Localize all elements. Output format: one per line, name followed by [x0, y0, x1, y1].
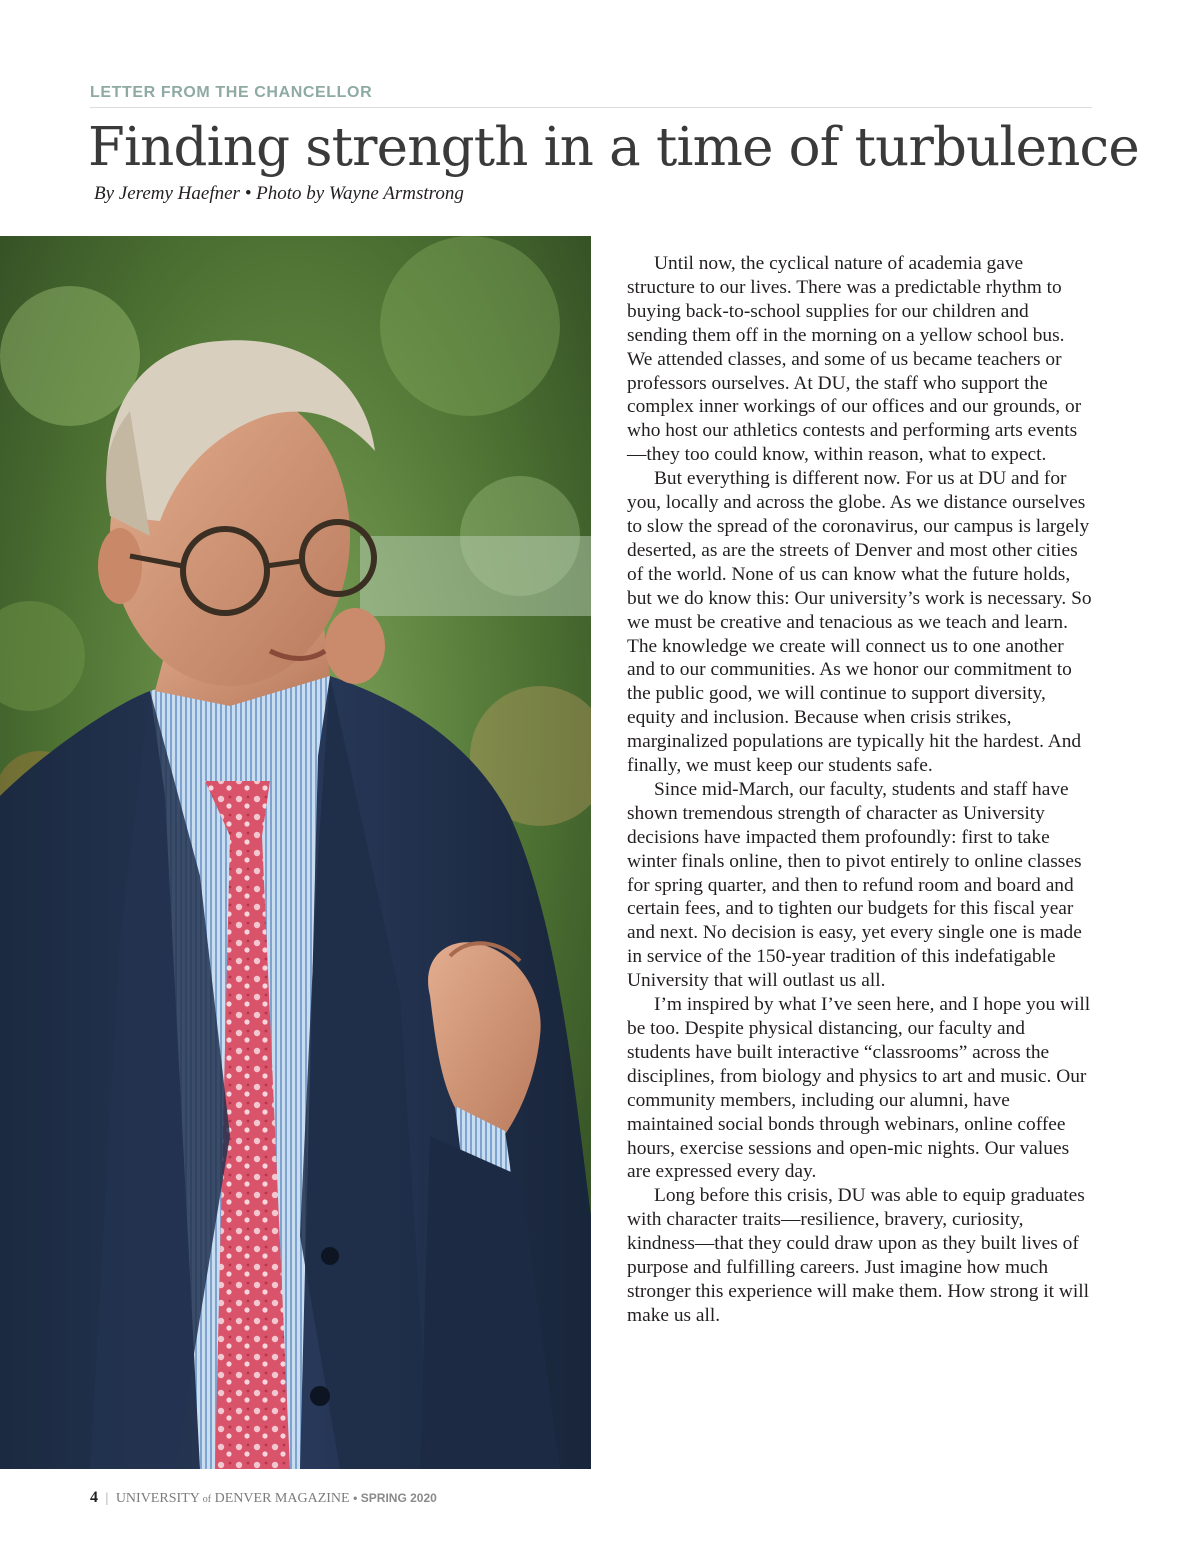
- publication-name: UNIVERSITY: [115, 1491, 200, 1506]
- article-paragraph: But everything is different now. For us at DU and for you, locally and across the globe. As we distance ourselves to slow the spread of the coronavirus, our campus is largely deserted, as are the streets of Denver and most other cities of the world. None of us can know what the future holds, but we do know this: Our university’s work is necessary. So we must be creative and tenacious as we teach and learn. The knowledge we create will connect us to one another and to our communities. As we honor our commitment to the public good, we will continue to support diversity, equity and inclusion. Because when crisis strikes, marginalized populations are typically hit the hardest. And finally, we must keep our students safe.: [627, 468, 1092, 777]
- article-body: [627, 252, 1092, 1328]
- header-rule: [90, 107, 1092, 108]
- footer-separator: |: [105, 1491, 109, 1506]
- page-number: 4: [90, 1489, 98, 1506]
- chancellor-photo: [0, 236, 591, 1469]
- byline: By Jeremy Haefner • Photo by Wayne Armstrong: [94, 183, 464, 204]
- article-paragraph: Long before this crisis, DU was able to equip graduates with character traits—resilience, bravery, curiosity, kindness—that they could draw upon as they built lives of purpose and fulfilling careers. Just imagine how much stronger this experience will make them. How strong it will make us all.: [627, 1185, 1090, 1326]
- article-paragraph: Until now, the cyclical nature of academia gave structure to our lives. There was a predictable rhythm to buying back-to-school supplies for our children and sending them off in the morning on a yellow school bus. We attended classes, and some of us became teachers or professors ourselves. At DU, the staff who support the complex inner workings of our offices and our grounds, or who host our athletics contests and performing arts events—they too could know, within reason, what to expect.: [627, 253, 1082, 466]
- article-paragraph: Since mid-March, our faculty, students and staff have shown tremendous strength of character as University decisions have impacted them profoundly: first to take winter finals online, then to pivot entirely to online classes for spring quarter, and then to refund room and board and certain fees, and to tighten our budgets for this fiscal year and next. No decision is easy, yet every single one is made in service of the 150-year tradition of this indefatigable University that will outlast us all.: [627, 778, 1082, 992]
- publication-name-rest: DENVER MAGAZINE: [214, 1491, 350, 1506]
- issue-season: SPRING 2020: [360, 1491, 437, 1505]
- section-label: LETTER FROM THE CHANCELLOR: [90, 84, 373, 101]
- footer-dot: •: [353, 1491, 358, 1505]
- article-headline: Finding strength in a time of turbulence: [88, 117, 1139, 178]
- page-footer: [90, 1489, 437, 1507]
- article-paragraph: I’m inspired by what I’ve seen here, and I hope you will be too. Despite physical distancing, our faculty and students have built interactive “classrooms” across the disciplines, from biology and physics to art and music. Our community members, including our alumni, have maintained social bonds through webinars, online coffee hours, exercise sessions and open-mic nights. Our values are expressed every day.: [627, 994, 1091, 1183]
- publication-name-of: of: [202, 1494, 212, 1505]
